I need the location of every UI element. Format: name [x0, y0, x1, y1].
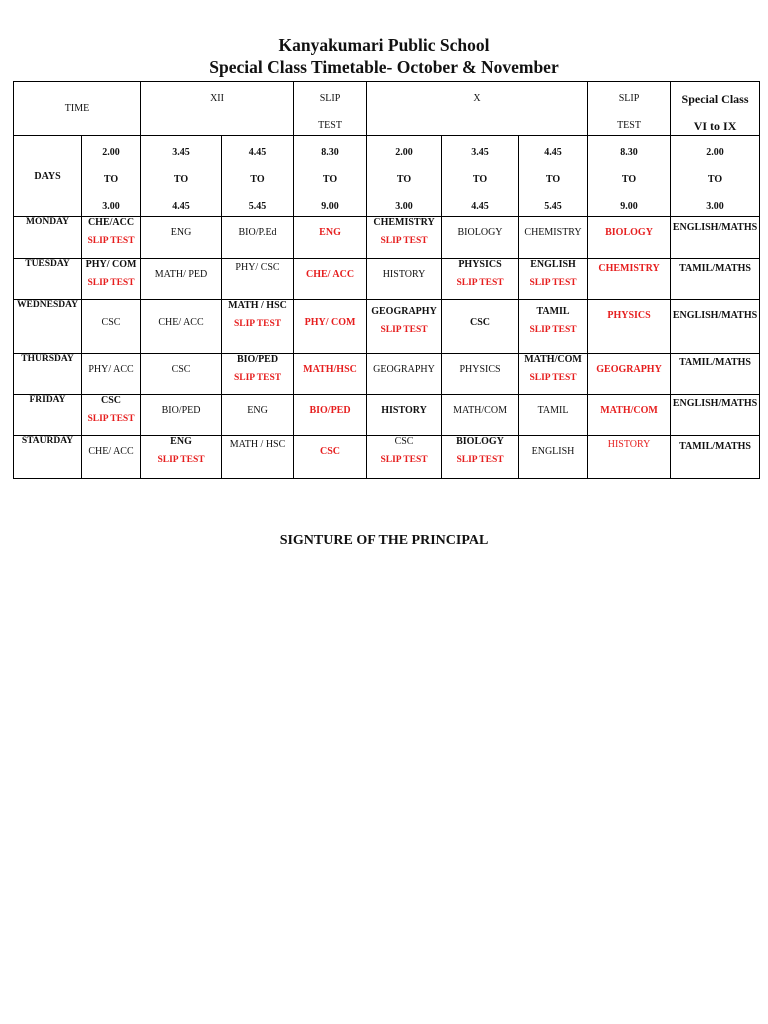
- table-cell: CHE/ ACC: [82, 436, 141, 479]
- table-cell: CHE/ACC SLIP TEST: [82, 217, 141, 259]
- table-cell: BIOLOGY: [442, 217, 519, 259]
- table-cell: GEOGRAPHY SLIP TEST: [367, 300, 442, 354]
- table-cell: TAMIL SLIP TEST: [519, 300, 588, 354]
- timetable-title: Special Class Timetable- October & November: [209, 57, 559, 77]
- table-cell: CHEMISTRY: [588, 259, 671, 300]
- header-slip-test-x: [588, 82, 671, 136]
- time-slot: 4.45 TO 5.45: [222, 136, 294, 217]
- table-cell: BIO/P.Ed: [222, 217, 294, 259]
- table-cell: ENGLISH SLIP TEST: [519, 259, 588, 300]
- table-cell: TAMIL/MATHS: [671, 436, 760, 479]
- table-cell: CSC: [294, 436, 367, 479]
- table-cell: CHE/ ACC: [141, 300, 222, 354]
- table-cell: TAMIL: [519, 395, 588, 436]
- table-cell: PHY/ ACC: [82, 354, 141, 395]
- day-tuesday: TUESDAY: [14, 259, 82, 300]
- table-cell: BIO/PED: [141, 395, 222, 436]
- table-cell: MATH / HSC: [222, 436, 294, 479]
- table-cell: ENGLISH: [519, 436, 588, 479]
- header-slip: SLIP: [618, 93, 640, 104]
- day-wednesday: WEDNESDAY: [14, 300, 82, 354]
- header-slip: SLIP: [319, 93, 341, 104]
- table-cell: BIO/PED: [294, 395, 367, 436]
- table-cell: CSC: [82, 300, 141, 354]
- table-cell: MATH/COM: [588, 395, 671, 436]
- header-special-class-label: Special Class: [681, 92, 749, 106]
- table-cell: PHY/ COM SLIP TEST: [82, 259, 141, 300]
- table-cell: PHYSICS: [588, 300, 671, 354]
- table-cell: ENG: [141, 217, 222, 259]
- header-time: TIME: [14, 82, 141, 136]
- table-cell: BIO/PED SLIP TEST: [222, 354, 294, 395]
- table-cell: HISTORY: [367, 259, 442, 300]
- header-slip-test-xii: [294, 82, 367, 136]
- table-cell: MATH/COM SLIP TEST: [519, 354, 588, 395]
- table-cell: TAMIL/MATHS: [671, 354, 760, 395]
- table-cell: CSC SLIP TEST: [367, 436, 442, 479]
- table-cell: CSC: [141, 354, 222, 395]
- header-test: TEST: [617, 120, 641, 131]
- table-cell: PHY/ COM: [294, 300, 367, 354]
- table-cell: MATH/COM: [442, 395, 519, 436]
- table-cell: PHY/ CSC: [222, 259, 294, 300]
- table-cell: CSC: [442, 300, 519, 354]
- header-x-label: X: [473, 93, 481, 104]
- table-cell: ENGLISH/MATHS: [671, 300, 760, 354]
- table-cell: ENGLISH/MATHS: [671, 395, 760, 436]
- table-cell: HISTORY: [367, 395, 442, 436]
- time-slot: 8.30 TO 9.00: [588, 136, 671, 217]
- table-cell: TAMIL/MATHS: [671, 259, 760, 300]
- time-slot: 2.00 TO 3.00: [671, 136, 760, 217]
- table-cell: PHYSICS: [442, 354, 519, 395]
- table-cell: MATH/HSC: [294, 354, 367, 395]
- time-slot: 2.00 TO 3.00: [367, 136, 442, 217]
- table-cell: BIOLOGY: [588, 217, 671, 259]
- day-friday: FRIDAY: [14, 395, 82, 436]
- table-cell: PHYSICS SLIP TEST: [442, 259, 519, 300]
- header-xii: [141, 82, 294, 136]
- time-slot: 8.30 TO 9.00: [294, 136, 367, 217]
- day-saturday: STAURDAY: [14, 436, 82, 479]
- table-cell: ENGLISH/MATHS: [671, 217, 760, 259]
- day-monday: MONDAY: [14, 217, 82, 259]
- header-test: TEST: [318, 120, 342, 131]
- header-days: DAYS: [14, 136, 82, 217]
- table-cell: MATH / HSC SLIP TEST: [222, 300, 294, 354]
- header-special-class-range: VI to IX: [693, 119, 737, 133]
- table-cell: BIOLOGY SLIP TEST: [442, 436, 519, 479]
- header-special-class: [671, 82, 760, 136]
- timetable: [13, 81, 760, 479]
- table-cell: MATH/ PED: [141, 259, 222, 300]
- table-cell: ENG: [222, 395, 294, 436]
- time-slot: 3.45 TO 4.45: [442, 136, 519, 217]
- time-slot: 4.45 TO 5.45: [519, 136, 588, 217]
- principal-signature-label: SIGNTURE OF THE PRINCIPAL: [279, 533, 489, 548]
- table-cell: GEOGRAPHY: [367, 354, 442, 395]
- table-cell: CHE/ ACC: [294, 259, 367, 300]
- header-xii-label: XII: [210, 93, 224, 104]
- table-cell: CSC SLIP TEST: [82, 395, 141, 436]
- day-thursday: THURSDAY: [14, 354, 82, 395]
- time-slot: 2.00 TO 3.00: [82, 136, 141, 217]
- header-x: [367, 82, 588, 136]
- table-cell: ENG SLIP TEST: [141, 436, 222, 479]
- table-cell: HISTORY: [588, 436, 671, 479]
- table-cell: GEOGRAPHY: [588, 354, 671, 395]
- table-cell: ENG: [294, 217, 367, 259]
- table-cell: CHEMISTRY SLIP TEST: [367, 217, 442, 259]
- school-name: Kanyakumari Public School: [278, 35, 490, 55]
- table-cell: CHEMISTRY: [519, 217, 588, 259]
- time-slot: 3.45 TO 4.45: [141, 136, 222, 217]
